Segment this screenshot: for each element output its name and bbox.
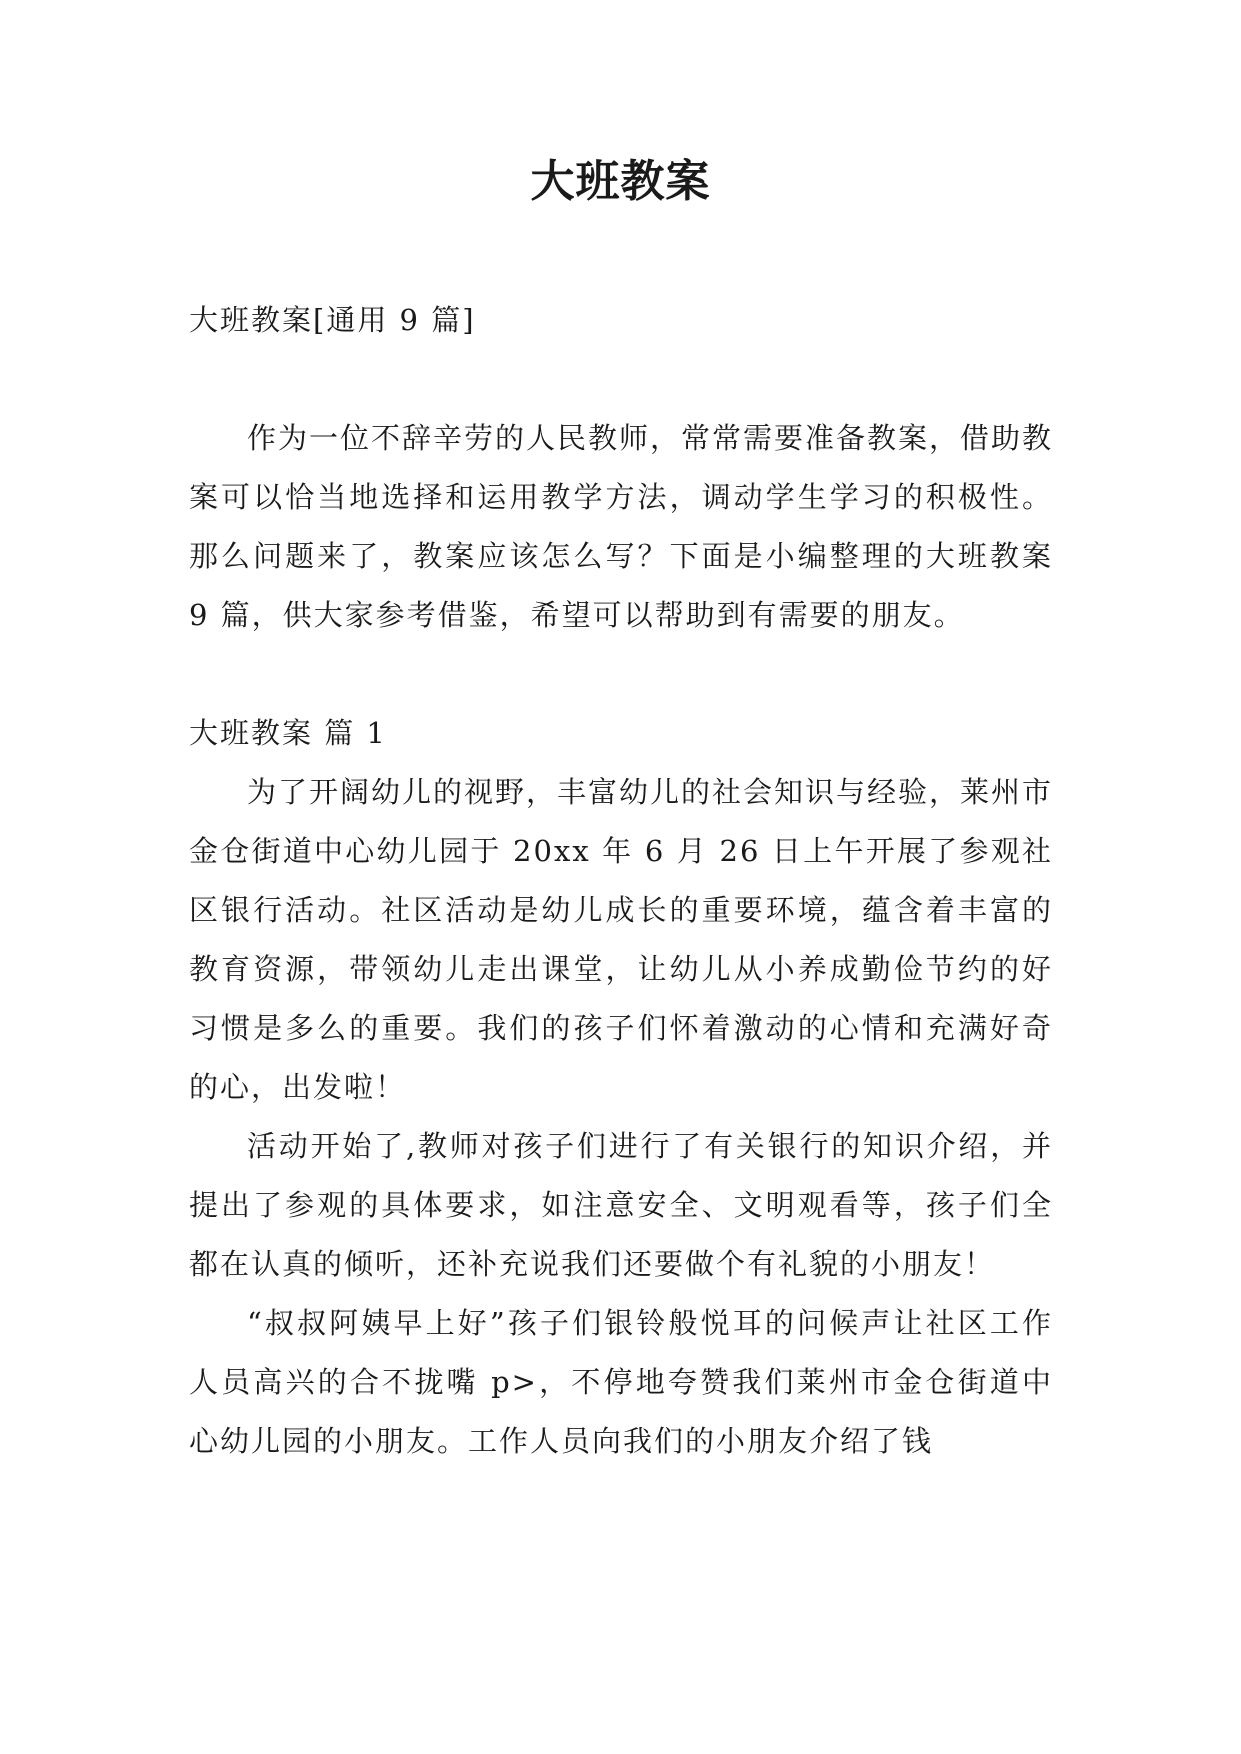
intro-paragraph: 作为一位不辞辛劳的人民教师，常常需要准备教案，借助教案可以恰当地选择和运用教学方法，调动学生学习的积极性。那么问题来了，教案应该怎么写？下面是小编整理的大班教案 9 篇，供大家参考借鉴，希望可以帮助到有需要的朋友。 xyxy=(189,421,1054,632)
document-body xyxy=(189,291,1053,1471)
document-title: 大班教案 xyxy=(530,156,711,207)
body-paragraph: “叔叔阿姨早上好”孩子们银铃般悦耳的问候声让社区工作人员高兴的合不拢嘴 p>，不停地夸赞我们莱州市金仓街道中心幼儿园的小朋友。工作人员向我们的小朋友介绍了钱 xyxy=(189,1306,1053,1458)
body-paragraph: 活动开始了,教师对孩子们进行了有关银行的知识介绍，并提出了参观的具体要求，如注意安全、文明观看等，孩子们全都在认真的倾听，还补充说我们还要做个有礼貌的小朋友！ xyxy=(189,1129,1053,1281)
document-subtitle: 大班教案[通用 9 篇] xyxy=(189,303,476,337)
section-heading: 大班教案 篇 1 xyxy=(189,716,387,750)
body-paragraph: 为了开阔幼儿的视野，丰富幼儿的社会知识与经验，莱州市金仓街道中心幼儿园于 20xx 年 6 月 26 日上午开展了参观社区银行活动。社区活动是幼儿成长的重要环境，蕴含着丰富的教育资源，带领幼儿走出课堂，让幼儿从小养成勤俭节约的好习惯是多么的重要。我们的孩子们怀着激动的心情和充满好奇的心，出发啦！ xyxy=(189,775,1054,1104)
